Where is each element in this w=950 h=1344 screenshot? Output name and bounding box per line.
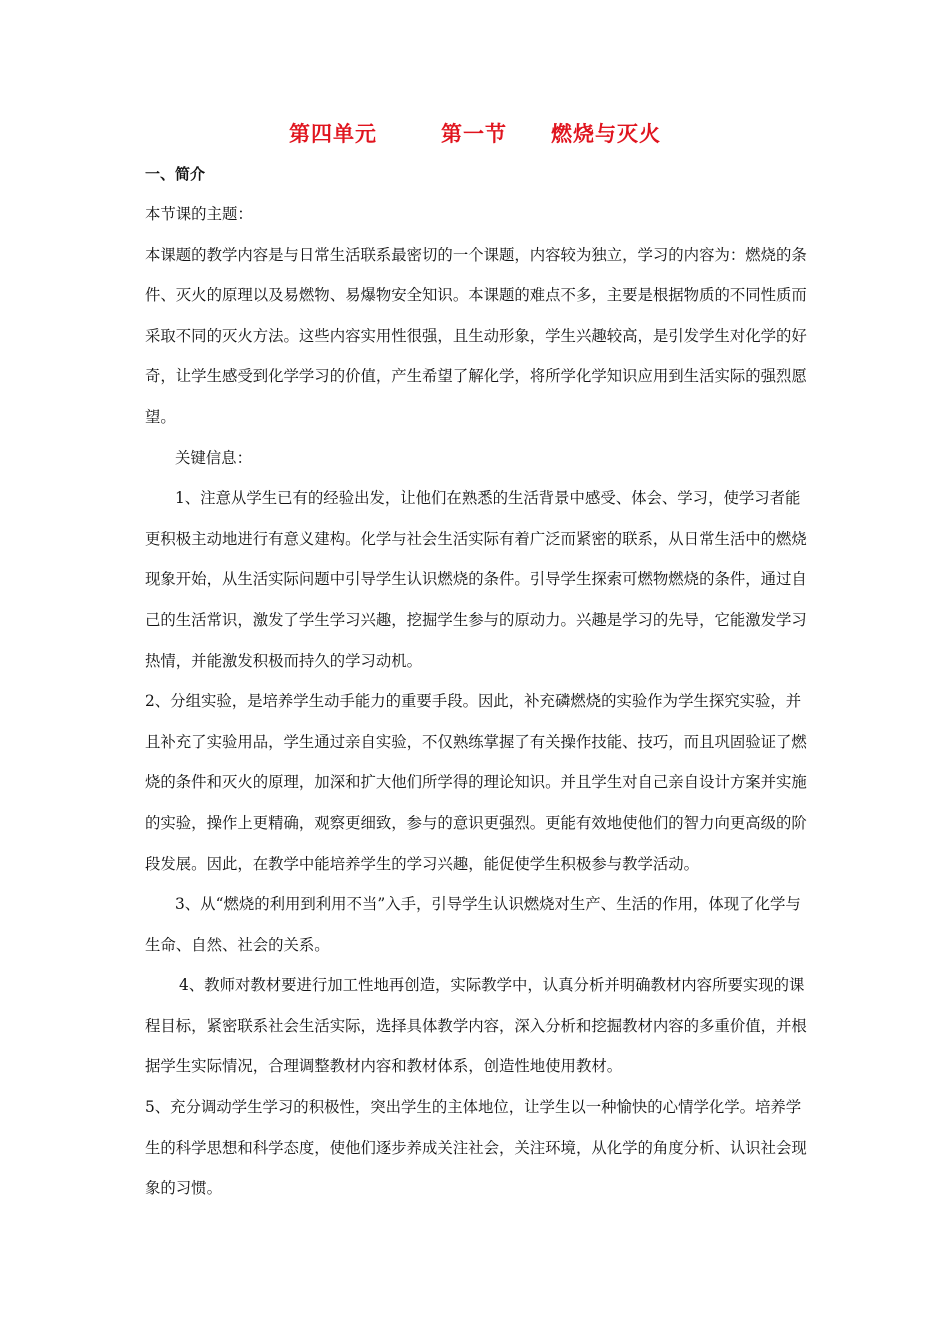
title-section: 第一节: [441, 122, 507, 146]
paragraph-theme-label: 本节课的主题：: [145, 205, 253, 223]
paragraph-point-1: 1、注意从学生已有的经验出发，让他们在熟悉的生活背景中感受、体会、学习，使学习者能更积极主动地进行有意义建构。化学与社会生活实际有着广泛而紧密的联系，从日常生活中的燃烧现象开始，从生活实际问题中引导学生认识燃烧的条件。引导学生探索可燃物燃烧的条件，通过自己的生活常识，激发了学生学习兴趣，挖掘学生参与的原动力。兴趣是学习的先导，它能激发学习热情，并能激发积极而持久的学习动机。: [145, 489, 807, 670]
document-body: [145, 194, 815, 1209]
paragraph-point-3: 3、从“燃烧的利用到利用不当”入手，引导学生认识燃烧对生产、生活的作用，体现了化学与生命、自然、社会的关系。: [145, 895, 801, 954]
document-title: [0, 118, 950, 148]
paragraph-key-info-label: 关键信息：: [175, 448, 252, 467]
paragraph-point-2: 2、分组实验，是培养学生动手能力的重要手段。因此，补充磷燃烧的实验作为学生探究实验，并且补充了实验用品，学生通过亲自实验，不仅熟练掌握了有关操作技能、技巧，而且巩固验证了燃烧的条件和灭火的原理，加深和扩大他们所学得的理论知识。并且学生对自己亲自设计方案并实施的实验，操作上更精确，观察更细致，参与的意识更强烈。更能有效地使他们的智力向更高级的阶段发展。因此，在教学中能培养学生的学习兴趣，能促使学生积极参与教学活动。: [145, 692, 807, 873]
title-topic: 燃烧与灭火: [551, 122, 661, 146]
title-unit: 第四单元: [289, 122, 377, 146]
paragraph-point-5: 5、充分调动学生学习的积极性，突出学生的主体地位，让学生以一种愉快的心情学化学。培养学生的科学思想和科学态度，使他们逐步养成关注社会，关注环境，从化学的角度分析、认识社会现象的习惯。: [145, 1098, 807, 1198]
paragraph-theme-content: 本课题的教学内容是与日常生活联系最密切的一个课题，内容较为独立，学习的内容为：燃烧的条件、灭火的原理以及易燃物、易爆物安全知识。本课题的难点不多，主要是根据物质的不同性质而采取不同的灭火方法。这些内容实用性很强，且生动形象，学生兴趣较高，是引发学生对化学的好奇，让学生感受到化学学习的价值，产生希望了解化学，将所学化学知识应用到生活实际的强烈愿望。: [145, 245, 807, 426]
section-heading-intro: 一、简介: [145, 165, 206, 183]
paragraph-point-4: 4、教师对教材要进行加工性地再创造，实际教学中，认真分析并明确教材内容所要实现的课程目标，紧密联系社会生活实际，选择具体教学内容，深入分析和挖掘教材内容的多重价值，并根据学生实际情况，合理调整教材内容和教材体系，创造性地使用教材。: [145, 976, 807, 1076]
